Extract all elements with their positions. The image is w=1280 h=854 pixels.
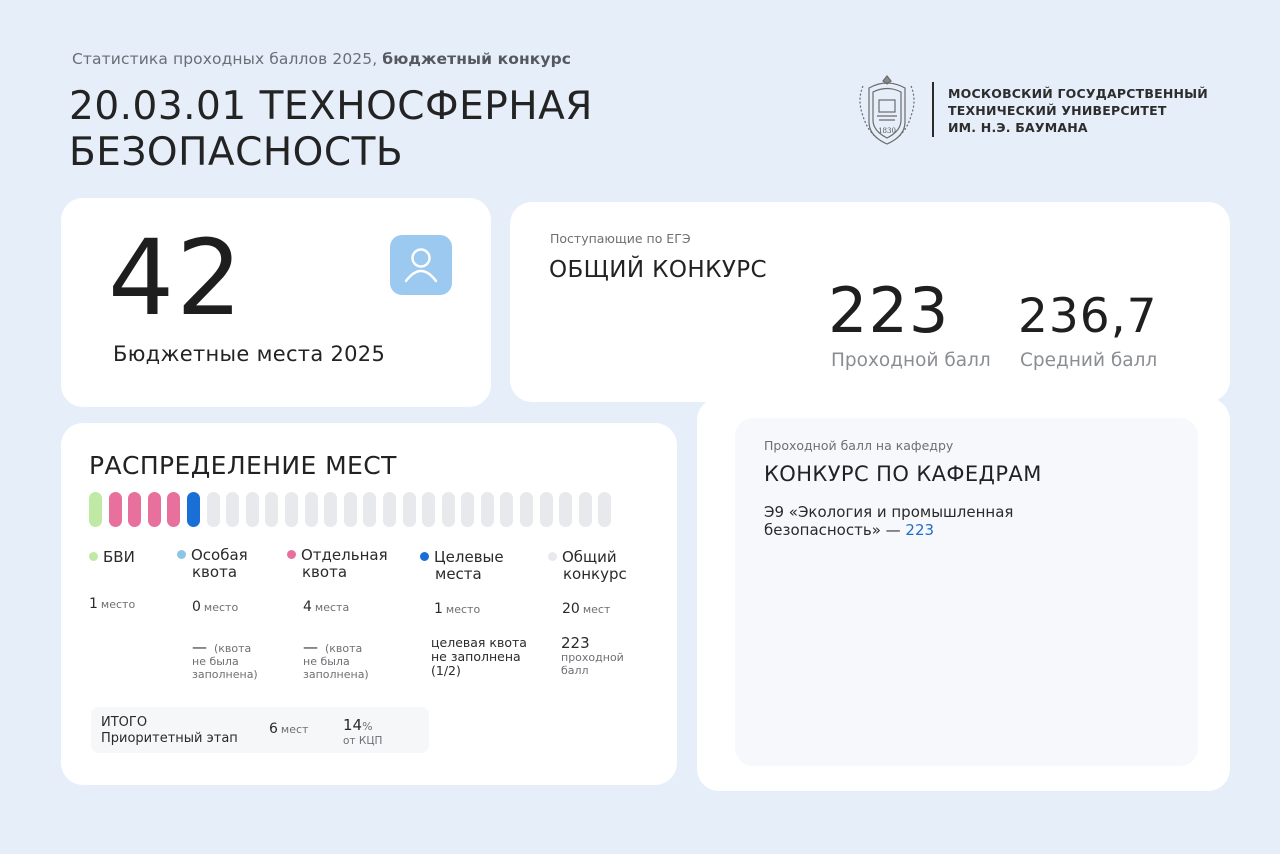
seat-pill [481,492,494,527]
legend-separate-quota: Отдельная квота [287,547,388,581]
seat-pill [520,492,533,527]
seat-pill [285,492,298,527]
bmstu-crest-icon [855,72,919,148]
title-line-2: БЕЗОПАСНОСТЬ [69,130,404,175]
note-separate-quota: — (квота не была заполнена) [303,638,369,681]
average-score-label: Средний балл [1020,350,1158,371]
page-title [69,84,789,176]
page-subtitle: Статистика проходных баллов 2025, бюджетный конкурс [72,50,572,68]
seat-pill [89,492,102,527]
seat-pill [187,492,200,527]
count-bvi: 1 место [89,596,136,612]
legend-dot-target-places [420,552,429,561]
user-icon [390,235,452,295]
seat-pill [265,492,278,527]
seat-pill [500,492,513,527]
seat-pill [344,492,357,527]
seat-pill [461,492,474,527]
seat-pill [442,492,455,527]
legend-general-competition: Общий конкурс [548,549,627,583]
total-count: 6 мест [269,721,309,737]
legend-dot-general-competition [548,552,557,561]
note-general-competition: 223 проходной балл [561,634,624,677]
seat-pill [540,492,553,527]
seat-pill [167,492,180,527]
seat-pill [363,492,376,527]
budget-places-card [61,198,491,407]
seat-pill [148,492,161,527]
legend-bvi: БВИ [89,549,135,566]
department-score: 223 [905,521,935,539]
legend-target-places: Целевые места [420,549,504,583]
count-target-places: 1 место [434,601,481,617]
distribution-card [61,423,677,785]
count-special-quota: 0 место [192,599,239,615]
seat-pill [305,492,318,527]
legend-special-quota: Особая квота [177,547,248,581]
legend-dot-bvi [89,552,98,561]
department-panel [735,418,1198,766]
svg-text:1830: 1830 [878,127,896,135]
average-score-value: 236,7 [1018,289,1158,344]
seat-pill [403,492,416,527]
priority-stage-total [91,707,429,753]
seat-pill [559,492,572,527]
university-name: МОСКОВСКИЙ ГОСУДАРСТВЕННЫЙ ТЕХНИЧЕСКИЙ УНИВЕРСИТЕТ ИМ. Н.Э. БАУМАНА [948,86,1208,135]
general-competition-card [510,202,1230,402]
seat-pill [598,492,611,527]
total-percent: 14% от КЦП [343,716,383,747]
university-divider [932,82,934,137]
seat-pills [89,492,659,527]
ege-label: Поступающие по ЕГЭ [550,231,691,246]
seat-pill [579,492,592,527]
count-separate-quota: 4 места [303,599,350,615]
budget-places-label: Бюджетные места 2025 [113,342,386,366]
user-icon-tile [390,235,452,295]
department-entry: Э9 «Экология и промышленная безопасность» — 223 [764,503,1014,539]
seat-pill [207,492,220,527]
seat-pill [128,492,141,527]
seat-pill [246,492,259,527]
legend-dot-separate-quota [287,550,296,559]
budget-places-count: 42 [108,217,245,339]
note-target-places: целевая квота не заполнена (1/2) [431,635,527,678]
department-small-label: Проходной балл на кафедру [764,438,954,453]
seat-pill [422,492,435,527]
passing-score-label: Проходной балл [831,350,991,371]
total-label: ИТОГО Приоритетный этап [101,715,238,746]
seat-pill [226,492,239,527]
distribution-title: РАСПРЕДЕЛЕНИЕ МЕСТ [89,451,397,480]
general-competition-title: ОБЩИЙ КОНКУРС [549,257,767,283]
department-title: КОНКУРС ПО КАФЕДРАМ [764,462,1042,486]
count-general-competition: 20 мест [562,601,611,617]
seat-pill [109,492,122,527]
seat-pill [324,492,337,527]
title-line-1: 20.03.01 ТЕХНОСФЕРНАЯ [69,84,593,129]
passing-score-value: 223 [828,274,950,347]
note-special-quota: — (квота не была заполнена) [192,638,258,681]
legend-dot-special-quota [177,550,186,559]
seat-pill [383,492,396,527]
